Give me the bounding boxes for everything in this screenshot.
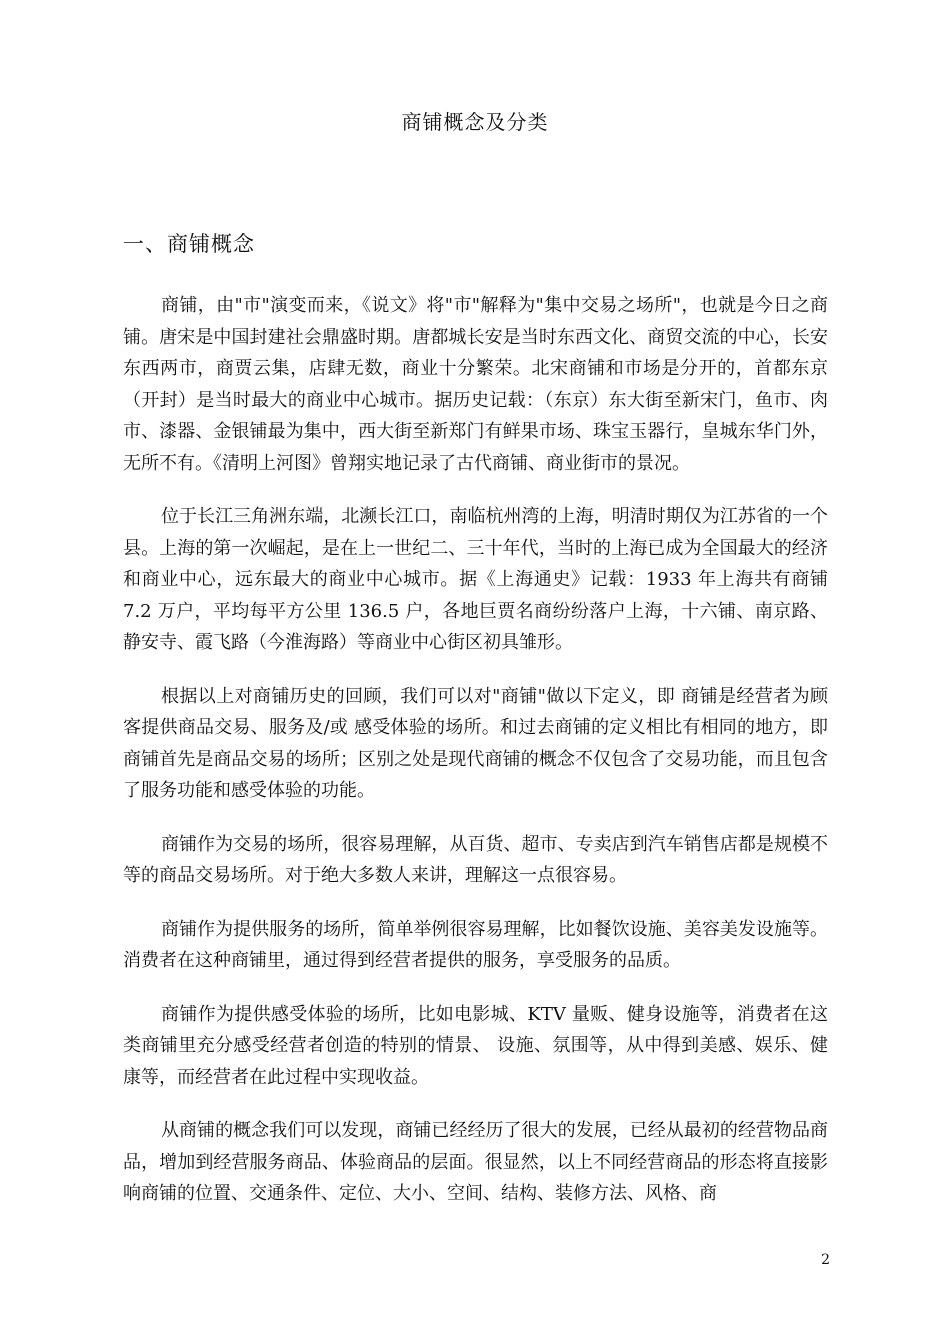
page-number: 2 xyxy=(821,1252,830,1268)
paragraph-2: 位于长江三角洲东端，北濒长江口，南临杭州湾的上海，明清时期仅为江苏省的一个县。上海的第一次崛起，是在上一世纪二、三十年代，当时的上海已成为全国最大的经济和商业中心，远东最大的商业中心城市。据《上海通史》记载：1933 年上海共有商铺 7.2 万户，平均每平方公里 136.5 户，各地巨贾名商纷纷落户上海，十六铺、南京路、静安寺、霞飞路（今淮海路）等商业中心街区初具雏形。 xyxy=(123,506,828,653)
paragraph-4: 商铺作为交易的场所，很容易理解，从百货、超市、专卖店到汽车销售店都是规模不等的商品交易场所。对于绝大多数人来讲，理解这一点很容易。 xyxy=(123,833,828,886)
paragraph-5: 商铺作为提供服务的场所，简单举例很容易理解，比如餐饮设施、美容美发设施等。消费者在这种商铺里，通过得到经营者提供的服务，享受服务的品质。 xyxy=(123,918,828,971)
section-heading: 一、商铺概念 xyxy=(123,232,255,256)
paragraph-7: 从商铺的概念我们可以发现，商铺已经经历了很大的发展，已经从最初的经营物品商品，增加到经营服务商品、体验商品的层面。很显然，以上不同经营商品的形态将直接影响商铺的位置、交通条件、定位、大小、空间、结构、装修方法、风格、商 xyxy=(123,1120,828,1204)
paragraph-6: 商铺作为提供感受体验的场所，比如电影城、KTV 量贩、健身设施等，消费者在这类商铺里充分感受经营者创造的特别的情景、 设施、氛围等，从中得到美感、娱乐、健康等，而经营者在此过程中实现收益。 xyxy=(123,1003,828,1088)
document-title: 商铺概念及分类 xyxy=(401,110,549,134)
paragraph-3: 根据以上对商铺历史的回顾，我们可以对"商铺"做以下定义，即 商铺是经营者为顾客提供商品交易、服务及/或 感受体验的场所。和过去商铺的定义相比有相同的地方，即 商铺首先是商品交易的场所；区别之处是现代商铺的概念不仅包含了交易功能，而且包含了服务功能和感受体验的功能。 xyxy=(123,685,828,801)
paragraph-1: 商铺，由"市"演变而来，《说文》将"市"解释为"集中交易之场所"，也就是今日之商铺。唐宋是中国封建社会鼎盛时期。唐都城长安是当时东西文化、商贸交流的中心，长安东西两市，商贾云集，店肆无数，商业十分繁荣。北宋商铺和市场是分开的，首都东京（开封）是当时最大的商业中心城市。据历史记载：（东京）东大街至新宋门，鱼市、肉市、漆器、金银铺最为集中，西大街至新郑门有鲜果市场、珠宝玉器行，皇城东华门外，无所不有。《清明上河图》曾翔实地记录了古代商铺、商业街市的景况。 xyxy=(123,295,828,474)
body-text xyxy=(123,290,828,1232)
